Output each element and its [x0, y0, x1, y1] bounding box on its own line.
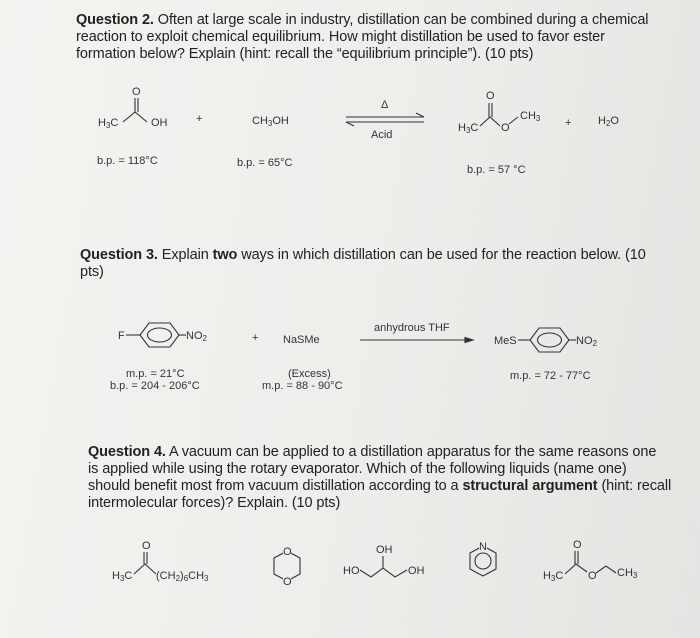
- svg-text:O: O: [486, 90, 495, 102]
- bp-starting-material: b.p. = 204 - 206°C: [110, 380, 200, 392]
- svg-text:NO2: NO2: [186, 330, 207, 343]
- reaction-arrow-icon: [360, 336, 475, 346]
- dioxane-structure: [268, 545, 308, 590]
- plus-sign-1: +: [196, 113, 203, 125]
- svg-text:O: O: [573, 539, 582, 551]
- mp-reagent: m.p. = 88 - 90°C: [262, 380, 343, 392]
- methyl-acetate-structure: [458, 86, 568, 136]
- svg-text:H3C: H3C: [112, 570, 133, 583]
- svg-text:O: O: [501, 122, 510, 134]
- svg-text:HO: HO: [343, 565, 360, 577]
- svg-text:NO2: NO2: [576, 335, 597, 348]
- q4-line-1: A vacuum can be applied to a distillation apparatus for the same reasons one: [169, 444, 657, 460]
- question-2-text: [76, 12, 686, 63]
- bp-acetic-acid: b.p. = 118°C: [97, 155, 158, 167]
- question-3-number: Question 3.: [80, 247, 158, 263]
- excess-label: (Excess): [288, 368, 331, 380]
- conditions-label: anhydrous THF: [374, 322, 450, 334]
- mp-product: m.p. = 72 - 77°C: [510, 370, 591, 382]
- svg-text:F: F: [118, 330, 125, 342]
- svg-text:O: O: [142, 540, 151, 552]
- ketone-structure: [112, 540, 232, 585]
- reagent-nasme: NaSMe: [283, 334, 320, 346]
- q4-line-2: is applied while using the rotary evaporator. Which of the following liquids (name one): [88, 461, 627, 477]
- acid-catalyst-label: Acid: [371, 129, 393, 141]
- acetic-acid-structure: [98, 84, 178, 134]
- q3-line-1b: ways in which distillation can be used for the reaction below. (10: [241, 247, 646, 263]
- plus-sign-3: +: [252, 332, 259, 344]
- plus-sign-2: +: [565, 117, 572, 129]
- pyridine-structure: [464, 540, 504, 585]
- bp-methanol: b.p. = 65°C: [237, 157, 293, 169]
- question-3-text: [80, 247, 670, 281]
- water-formula: $H_2O$: [598, 115, 619, 128]
- svg-text:O: O: [132, 86, 141, 98]
- q4-line-4: intermolecular forces)? Explain. (10 pts): [88, 495, 341, 511]
- q3-emphasis: two: [212, 247, 238, 263]
- question-4-number: Question 4.: [88, 444, 166, 460]
- q4-line-3a: should benefit most from vacuum distillation according to a: [88, 478, 459, 494]
- question-2-number: Question 2.: [76, 12, 154, 28]
- svg-text:Δ: Δ: [381, 99, 389, 111]
- svg-text:CH3: CH3: [617, 567, 638, 580]
- q2-line-3: formation below? Explain (hint: recall the “equilibrium principle”). (10 pts): [76, 46, 534, 62]
- svg-text:O: O: [283, 546, 292, 558]
- q2-line-2: reaction to exploit chemical equilibrium. How might distillation be used to favor ester: [76, 29, 605, 45]
- q4-line-3b: (hint: recall: [601, 478, 672, 494]
- q3-line-2: pts): [80, 264, 104, 280]
- svg-text:O: O: [588, 570, 597, 582]
- svg-text:CH3: CH3: [520, 110, 541, 123]
- propanediol-structure: [343, 540, 433, 585]
- q4-emphasis: structural argument: [462, 478, 598, 494]
- svg-text:OH: OH: [151, 117, 168, 129]
- svg-text:OH: OH: [376, 544, 393, 556]
- methanol-formula: $CH_3OH$: [252, 115, 289, 128]
- svg-text:H3C: H3C: [543, 570, 564, 583]
- ethyl-acetate-structure: [543, 540, 653, 585]
- methylthio-nitrobenzene-structure: [494, 322, 614, 362]
- svg-text:H3C: H3C: [458, 122, 479, 135]
- svg-text:O: O: [283, 576, 292, 588]
- q2-line-1: Often at large scale in industry, distillation can be combined during a chemical: [157, 12, 649, 28]
- q3-line-1a: Explain: [161, 247, 209, 263]
- svg-text:H3C: H3C: [98, 117, 119, 130]
- fluoronitrobenzene-structure: [118, 316, 228, 356]
- question-4-text: [88, 444, 688, 512]
- svg-text:MeS: MeS: [494, 335, 517, 347]
- bp-methyl-acetate: b.p. = 57 °C: [467, 164, 526, 176]
- svg-text:(CH2)6CH3: (CH2)6CH3: [156, 570, 209, 583]
- svg-text:N: N: [479, 541, 487, 553]
- mp-starting-material: m.p. = 21°C: [126, 368, 185, 380]
- svg-text:OH: OH: [408, 565, 425, 577]
